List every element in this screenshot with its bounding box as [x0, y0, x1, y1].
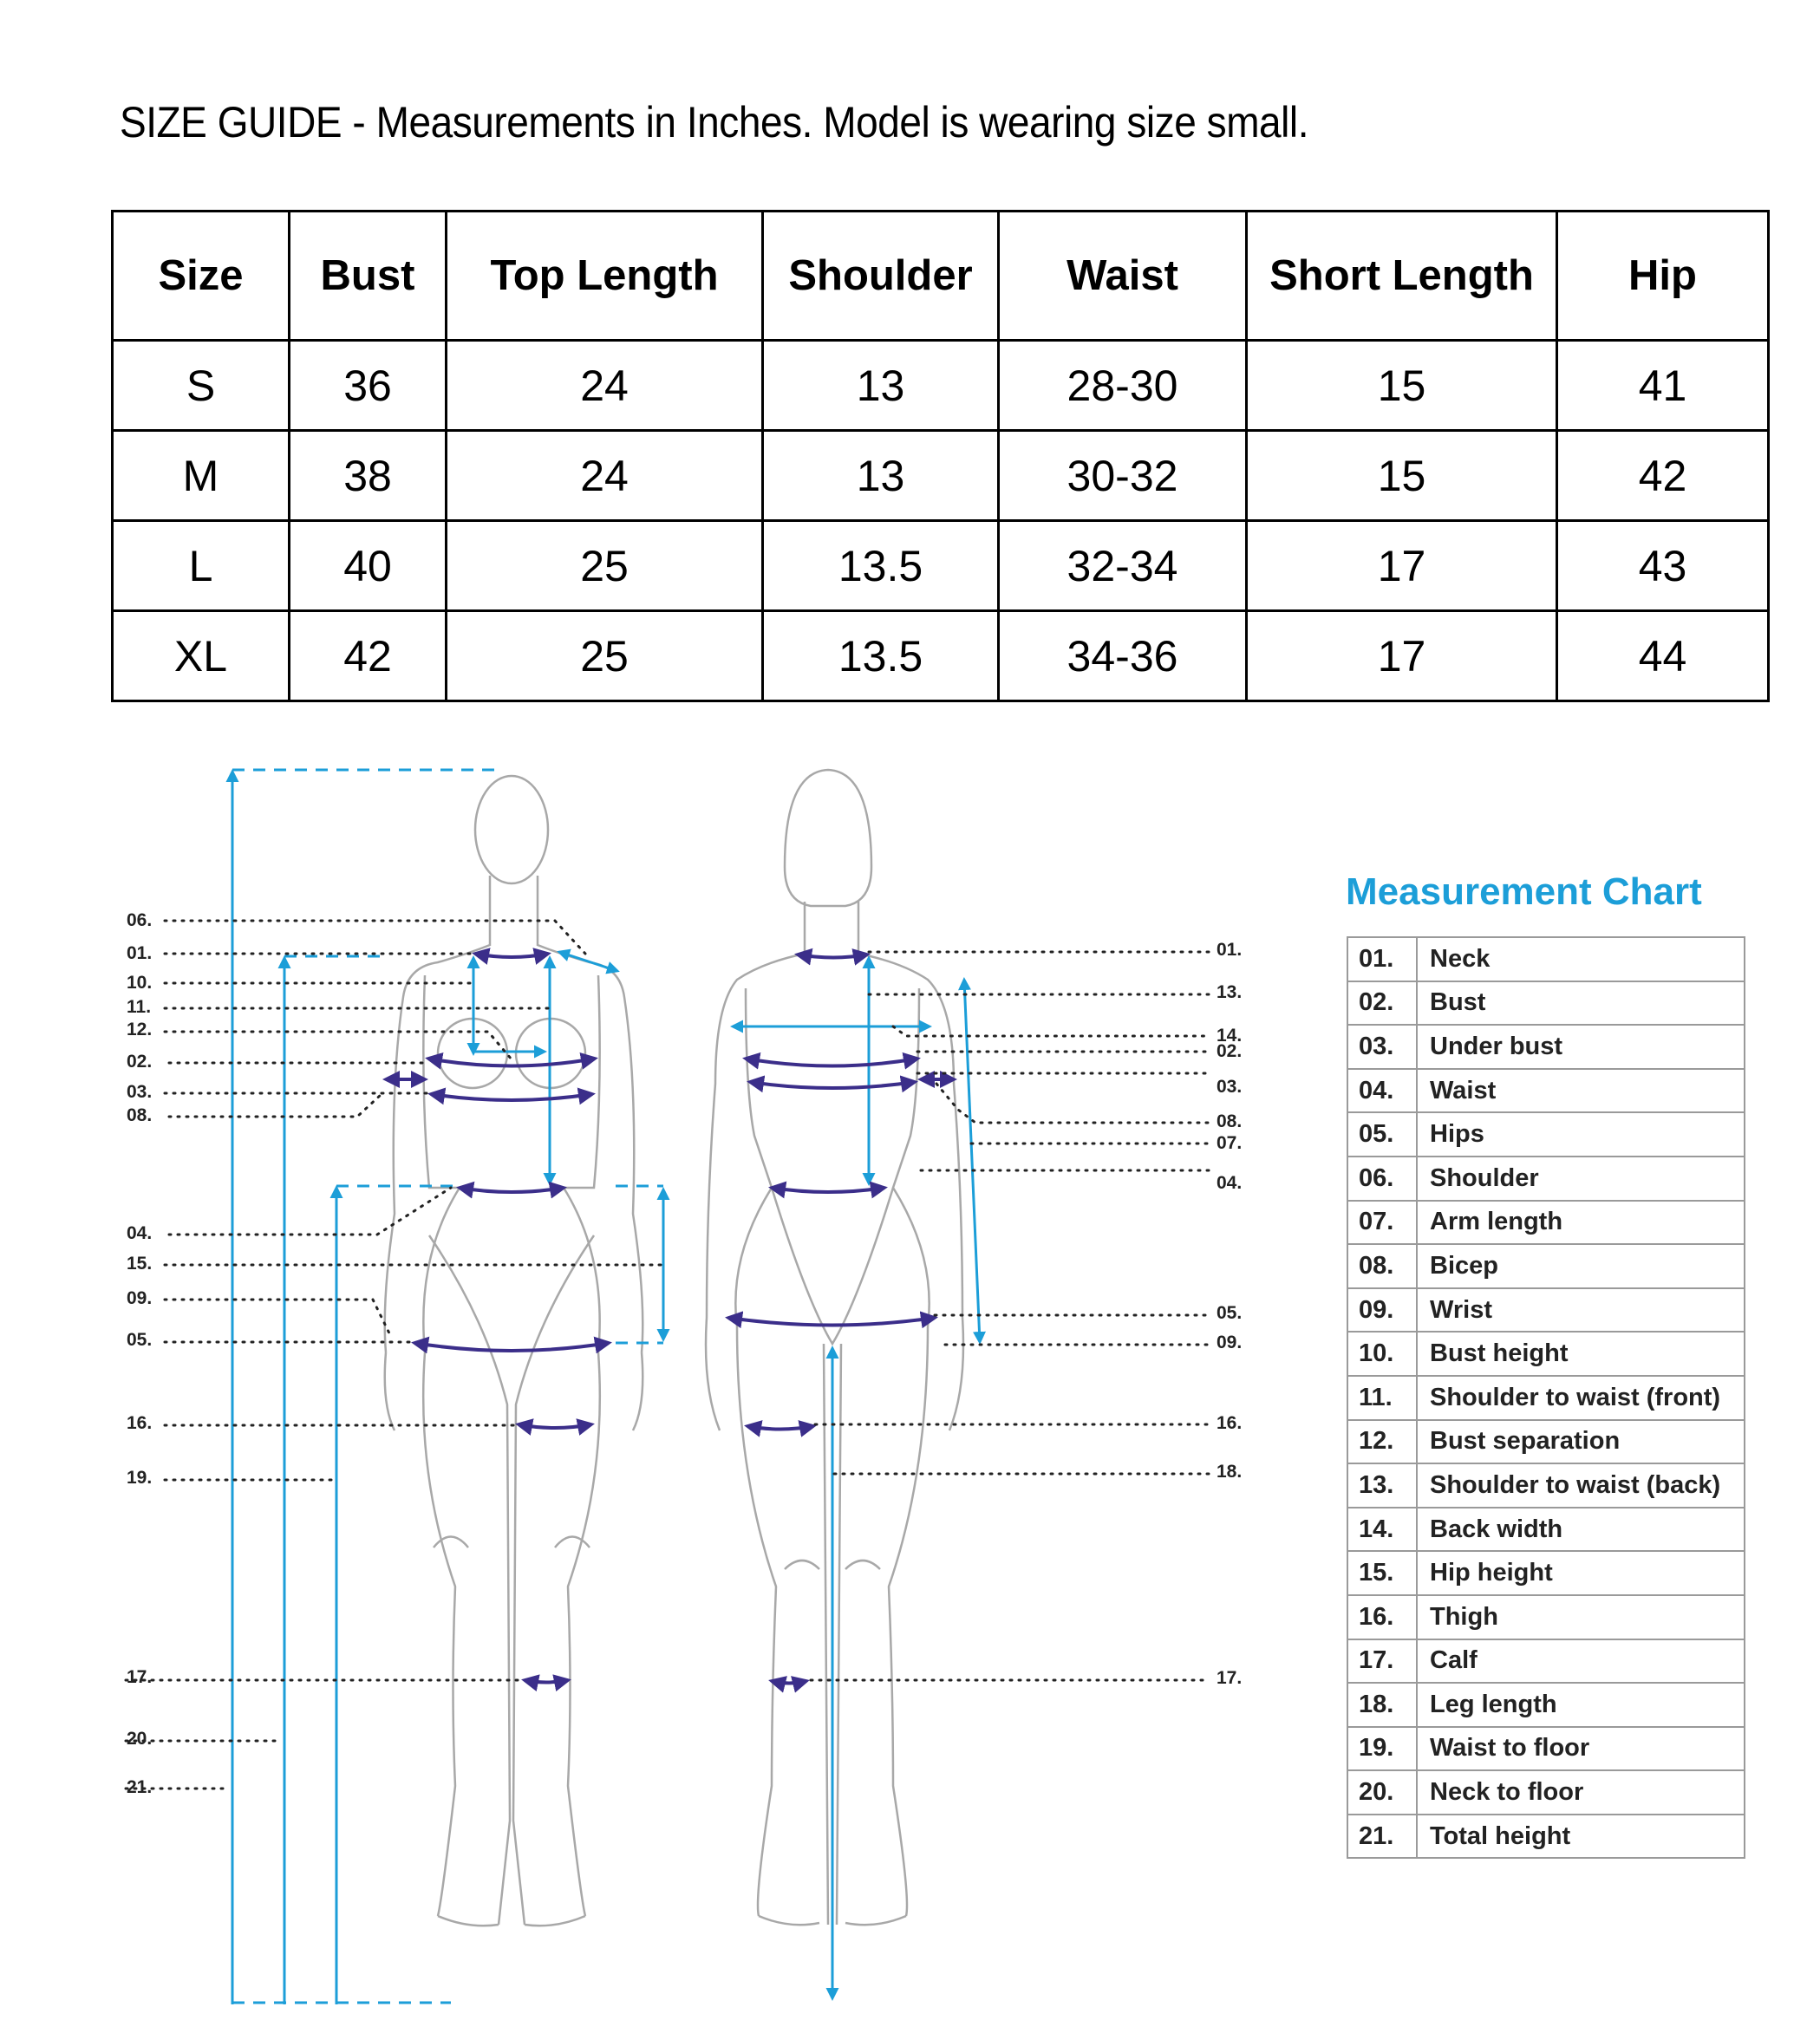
front-label-11: 11. [127, 997, 152, 1017]
item-number: 14. [1347, 1508, 1417, 1552]
cell-bust: 42 [290, 611, 447, 701]
item-number: 05. [1347, 1112, 1417, 1157]
list-item [1347, 937, 1745, 981]
front-label-15: 15. [127, 1254, 153, 1274]
item-number: 06. [1347, 1157, 1417, 1201]
list-item [1347, 1025, 1745, 1069]
item-label: Arm length [1417, 1201, 1745, 1245]
cell-short-length: 15 [1247, 431, 1557, 521]
item-number: 11. [1347, 1376, 1417, 1420]
item-label: Neck [1417, 937, 1745, 981]
back-label-03: 03. [1217, 1077, 1243, 1097]
cell-shoulder: 13.5 [763, 611, 999, 701]
list-item [1347, 1069, 1745, 1113]
list-item [1347, 1157, 1745, 1201]
front-label-04: 04. [127, 1223, 153, 1243]
cell-waist: 28-30 [999, 341, 1247, 431]
back-label-04: 04. [1217, 1173, 1243, 1193]
list-item [1347, 1595, 1745, 1639]
list-item [1347, 1112, 1745, 1157]
item-number: 13. [1347, 1463, 1417, 1508]
item-label: Bust height [1417, 1332, 1745, 1376]
cell-top-length: 25 [447, 521, 763, 611]
front-label-01: 01. [127, 943, 153, 963]
measurement-chart-table [1347, 936, 1745, 1859]
list-item [1347, 981, 1745, 1026]
header-bust: Bust [290, 212, 447, 341]
item-label: Hip height [1417, 1551, 1745, 1595]
front-label-08: 08. [127, 1105, 153, 1125]
back-circumference-arrows [728, 955, 954, 1684]
back-label-05: 05. [1217, 1303, 1243, 1323]
item-label: Bust [1417, 981, 1745, 1026]
front-label-06: 06. [127, 910, 153, 930]
list-item [1347, 1770, 1745, 1815]
item-number: 08. [1347, 1244, 1417, 1288]
cell-top-length: 25 [447, 611, 763, 701]
item-number: 21. [1347, 1815, 1417, 1859]
list-item [1347, 1727, 1745, 1771]
front-label-02: 02. [127, 1052, 153, 1072]
cell-top-length: 24 [447, 431, 763, 521]
list-item [1347, 1376, 1745, 1420]
header-short-length: Short Length [1247, 212, 1557, 341]
list-item [1347, 1244, 1745, 1288]
header-hip: Hip [1557, 212, 1769, 341]
item-label: Under bust [1417, 1025, 1745, 1069]
item-label: Thigh [1417, 1595, 1745, 1639]
item-label: Back width [1417, 1508, 1745, 1552]
back-label-07: 07. [1217, 1133, 1243, 1153]
item-label: Shoulder to waist (back) [1417, 1463, 1745, 1508]
back-label-17: 17. [1217, 1668, 1243, 1688]
cell-shoulder: 13 [763, 431, 999, 521]
front-label-12: 12. [127, 1020, 153, 1039]
item-label: Shoulder [1417, 1157, 1745, 1201]
list-item [1347, 1420, 1745, 1464]
front-leader-lines [126, 921, 663, 1789]
item-label: Waist [1417, 1069, 1745, 1113]
item-number: 03. [1347, 1025, 1417, 1069]
cell-short-length: 17 [1247, 521, 1557, 611]
cell-hip: 42 [1557, 431, 1769, 521]
back-label-08: 08. [1217, 1111, 1243, 1131]
page-title: SIZE GUIDE - Measurements in Inches. Model is wearing size small. [120, 98, 1309, 147]
item-label: Leg length [1417, 1683, 1745, 1727]
back-label-13: 13. [1217, 982, 1243, 1002]
list-item [1347, 1463, 1745, 1508]
item-label: Bicep [1417, 1244, 1745, 1288]
item-label: Shoulder to waist (front) [1417, 1376, 1745, 1420]
list-item [1347, 1683, 1745, 1727]
cell-hip: 44 [1557, 611, 1769, 701]
cell-bust: 38 [290, 431, 447, 521]
back-label-02: 02. [1217, 1041, 1243, 1061]
item-label: Calf [1417, 1639, 1745, 1684]
item-number: 10. [1347, 1332, 1417, 1376]
item-label: Bust separation [1417, 1420, 1745, 1464]
front-label-20: 20. [127, 1729, 153, 1749]
list-item [1347, 1288, 1745, 1333]
front-blue-lines [232, 770, 663, 2004]
list-item [1347, 1639, 1745, 1684]
measurement-chart-title: Measurement Chart [1346, 870, 1702, 913]
back-label-09: 09. [1217, 1333, 1243, 1352]
item-number: 01. [1347, 937, 1417, 981]
cell-shoulder: 13.5 [763, 521, 999, 611]
front-label-16: 16. [127, 1413, 153, 1433]
item-number: 07. [1347, 1201, 1417, 1245]
back-label-18: 18. [1217, 1462, 1243, 1482]
cell-waist: 34-36 [999, 611, 1247, 701]
front-label-17: 17. [127, 1667, 153, 1687]
cell-waist: 32-34 [999, 521, 1247, 611]
cell-size: XL [113, 611, 290, 701]
front-label-09: 09. [127, 1288, 153, 1308]
list-item [1347, 1508, 1745, 1552]
back-leader-lines [811, 952, 1210, 1680]
item-number: 12. [1347, 1420, 1417, 1464]
back-label-01: 01. [1217, 940, 1243, 960]
list-item [1347, 1815, 1745, 1859]
front-label-03: 03. [127, 1082, 153, 1102]
cell-waist: 30-32 [999, 431, 1247, 521]
item-number: 18. [1347, 1683, 1417, 1727]
cell-bust: 40 [290, 521, 447, 611]
item-number: 16. [1347, 1595, 1417, 1639]
item-label: Neck to floor [1417, 1770, 1745, 1815]
item-number: 09. [1347, 1288, 1417, 1333]
item-number: 04. [1347, 1069, 1417, 1113]
cell-size: L [113, 521, 290, 611]
header-size: Size [113, 212, 290, 341]
list-item [1347, 1551, 1745, 1595]
header-shoulder: Shoulder [763, 212, 999, 341]
item-number: 15. [1347, 1551, 1417, 1595]
item-label: Waist to floor [1417, 1727, 1745, 1771]
back-label-16: 16. [1217, 1413, 1243, 1433]
cell-short-length: 17 [1247, 611, 1557, 701]
back-blue-lines [733, 958, 980, 1998]
cell-shoulder: 13 [763, 341, 999, 431]
list-item [1347, 1332, 1745, 1376]
item-label: Hips [1417, 1112, 1745, 1157]
cell-hip: 41 [1557, 341, 1769, 431]
header-waist: Waist [999, 212, 1247, 341]
back-label-14: 14. [1217, 1026, 1243, 1046]
front-label-21: 21. [127, 1777, 153, 1797]
item-number: 20. [1347, 1770, 1417, 1815]
cell-top-length: 24 [447, 341, 763, 431]
item-number: 17. [1347, 1639, 1417, 1684]
header-top-length: Top Length [447, 212, 763, 341]
list-item [1347, 1201, 1745, 1245]
back-figure [706, 770, 963, 1925]
cell-size: M [113, 431, 290, 521]
item-number: 19. [1347, 1727, 1417, 1771]
front-label-10: 10. [127, 973, 153, 993]
cell-bust: 36 [290, 341, 447, 431]
item-number: 02. [1347, 981, 1417, 1026]
cell-size: S [113, 341, 290, 431]
cell-hip: 43 [1557, 521, 1769, 611]
front-label-19: 19. [127, 1468, 153, 1488]
front-label-05: 05. [127, 1330, 153, 1350]
item-label: Total height [1417, 1815, 1745, 1859]
item-label: Wrist [1417, 1288, 1745, 1333]
cell-short-length: 15 [1247, 341, 1557, 431]
